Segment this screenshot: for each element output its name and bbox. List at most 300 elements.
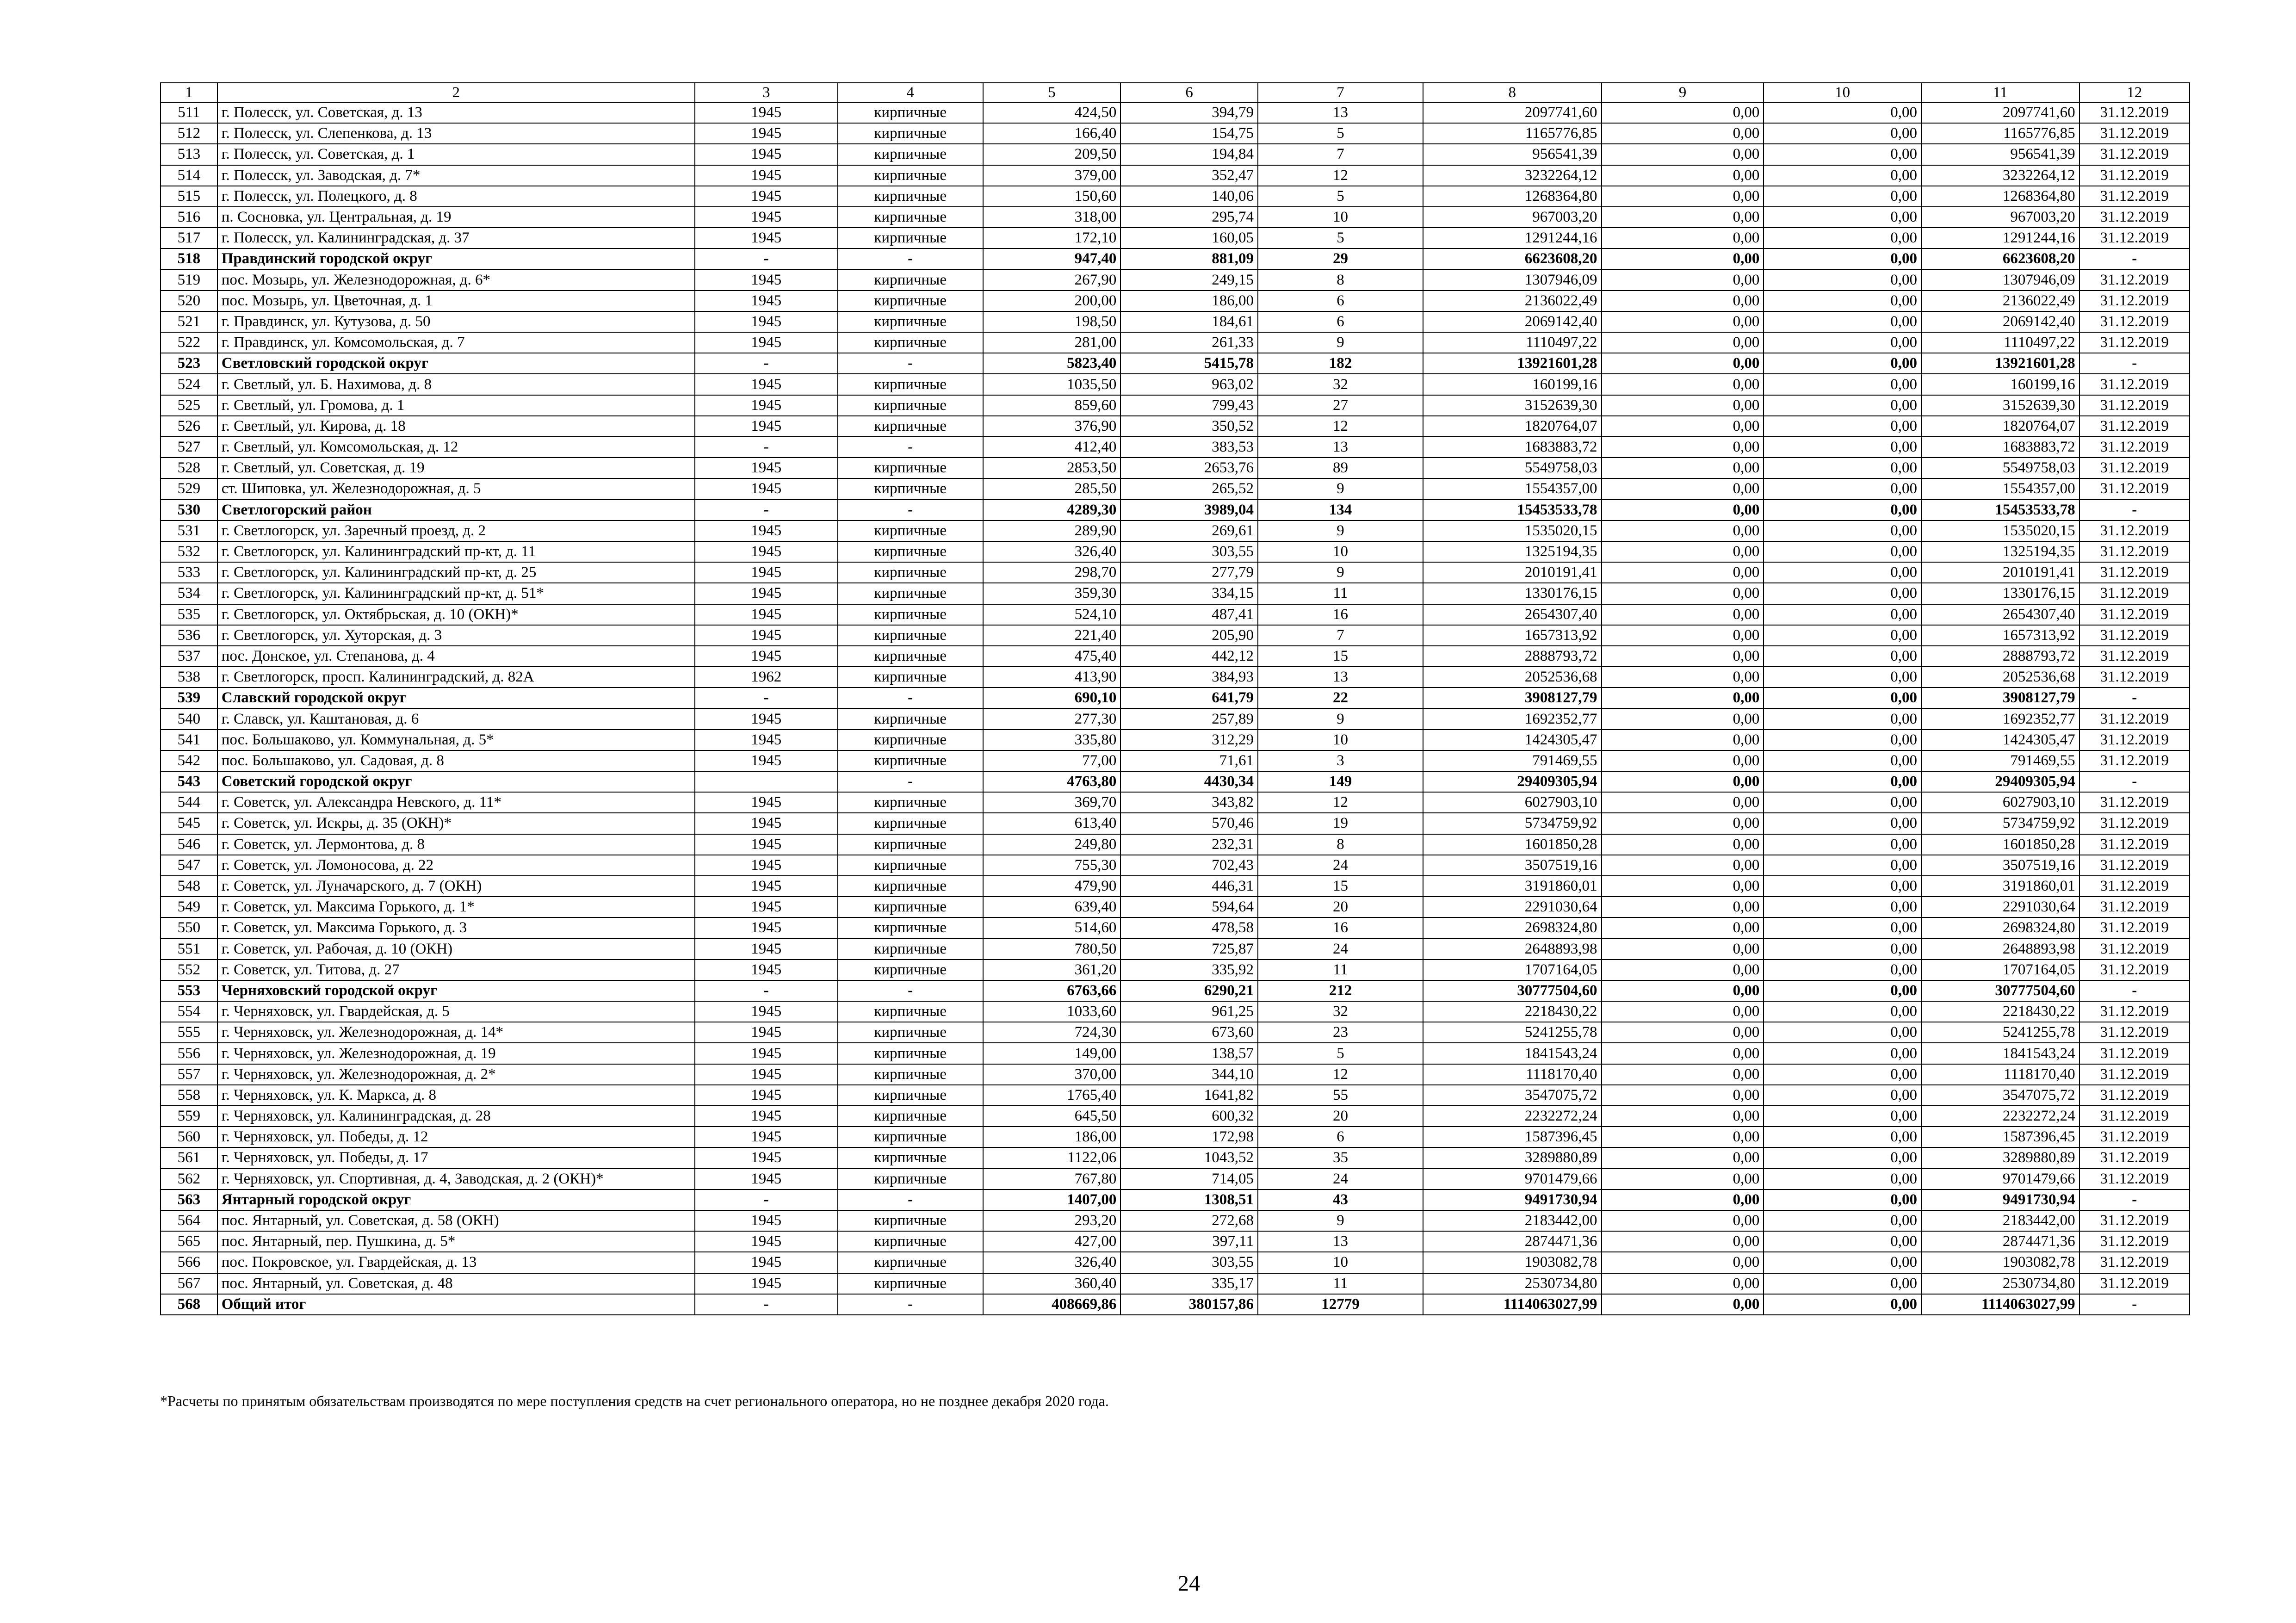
address-cell: г. Светлый, ул. Кирова, д. 18 [217, 416, 695, 437]
total-area-cell: 172,10 [983, 228, 1121, 248]
cost-total-cell: 1325194,35 [1423, 541, 1602, 562]
wall-material-cell: кирпичные [838, 960, 983, 980]
row-number-cell: 513 [161, 144, 217, 165]
cost-other-cell: 0,00 [1764, 667, 1921, 688]
cost-other-cell: 0,00 [1764, 876, 1921, 897]
table-row [161, 478, 2190, 499]
cost-sum-cell: 967003,20 [1921, 207, 2079, 228]
table-row [161, 291, 2190, 311]
row-number-cell: 517 [161, 228, 217, 248]
row-number-cell: 567 [161, 1273, 217, 1294]
total-area-cell: 221,40 [983, 625, 1121, 646]
total-area-cell: 4763,80 [983, 771, 1121, 792]
cost-other-cell: 0,00 [1764, 437, 1921, 458]
cost-fund-cell: 0,00 [1602, 583, 1764, 604]
completion-date-cell: - [2079, 500, 2190, 520]
cost-other-cell: 0,00 [1764, 1231, 1921, 1252]
row-number-cell: 514 [161, 165, 217, 186]
cost-fund-cell: 0,00 [1602, 750, 1764, 771]
total-area-cell: 408669,86 [983, 1294, 1121, 1315]
wall-material-cell: - [838, 771, 983, 792]
completion-date-cell: 31.12.2019 [2079, 311, 2190, 332]
completion-date-cell: 31.12.2019 [2079, 1127, 2190, 1147]
residents-cell: 32 [1258, 374, 1423, 395]
cost-other-cell: 0,00 [1764, 102, 1921, 123]
subtotal-row [161, 1189, 2190, 1210]
cost-other-cell: 0,00 [1764, 897, 1921, 917]
table-row [161, 228, 2190, 248]
total-area-cell: 293,20 [983, 1210, 1121, 1231]
cost-total-cell: 3232264,12 [1423, 165, 1602, 186]
cost-other-cell: 0,00 [1764, 207, 1921, 228]
wall-material-cell: кирпичные [838, 478, 983, 499]
living-area-cell: 312,29 [1120, 730, 1258, 750]
total-area-cell: 767,80 [983, 1169, 1121, 1189]
wall-material-cell: кирпичные [838, 123, 983, 144]
cost-total-cell: 2218430,22 [1423, 1001, 1602, 1022]
living-area-cell: 963,02 [1120, 374, 1258, 395]
table-row [161, 562, 2190, 583]
living-area-cell: 394,79 [1120, 102, 1258, 123]
wall-material-cell: кирпичные [838, 1231, 983, 1252]
table-row [161, 792, 2190, 813]
cost-other-cell: 0,00 [1764, 1064, 1921, 1085]
address-cell: г. Светлый, ул. Комсомольская, д. 12 [217, 437, 695, 458]
cost-total-cell: 3191860,01 [1423, 876, 1602, 897]
cost-sum-cell: 9491730,94 [1921, 1189, 2079, 1210]
residents-cell: 12 [1258, 792, 1423, 813]
wall-material-cell: кирпичные [838, 583, 983, 604]
wall-material-cell: - [838, 688, 983, 708]
cost-total-cell: 2291030,64 [1423, 897, 1602, 917]
total-area-cell: 2853,50 [983, 458, 1121, 478]
residents-cell: 6 [1258, 311, 1423, 332]
row-number-cell: 563 [161, 1189, 217, 1210]
completion-date-cell: 31.12.2019 [2079, 1231, 2190, 1252]
cost-sum-cell: 1587396,45 [1921, 1127, 2079, 1147]
build-year-cell: 1945 [695, 562, 838, 583]
residents-cell: 13 [1258, 437, 1423, 458]
build-year-cell: 1945 [695, 646, 838, 667]
residents-cell: 134 [1258, 500, 1423, 520]
address-cell: пос. Янтарный, пер. Пушкина, д. 5* [217, 1231, 695, 1252]
living-area-cell: 799,43 [1120, 395, 1258, 416]
completion-date-cell: 31.12.2019 [2079, 813, 2190, 834]
build-year-cell: - [695, 437, 838, 458]
completion-date-cell: 31.12.2019 [2079, 1147, 2190, 1168]
header-cell: 5 [983, 83, 1121, 102]
cost-fund-cell: 0,00 [1602, 1210, 1764, 1231]
table-body [161, 83, 2190, 1315]
cost-other-cell: 0,00 [1764, 478, 1921, 499]
build-year-cell: 1945 [695, 228, 838, 248]
build-year-cell: 1945 [695, 270, 838, 291]
page-number: 24 [1178, 1571, 1200, 1596]
address-cell: г. Советск, ул. Искры, д. 35 (ОКН)* [217, 813, 695, 834]
cost-other-cell: 0,00 [1764, 311, 1921, 332]
cost-other-cell: 0,00 [1764, 939, 1921, 960]
residents-cell: 22 [1258, 688, 1423, 708]
build-year-cell: 1945 [695, 1043, 838, 1064]
address-cell: г. Светлый, ул. Б. Нахимова, д. 8 [217, 374, 695, 395]
cost-sum-cell: 1707164,05 [1921, 960, 2079, 980]
cost-fund-cell: 0,00 [1602, 228, 1764, 248]
cost-total-cell: 2698324,80 [1423, 917, 1602, 938]
residents-cell: 24 [1258, 855, 1423, 876]
row-number-cell: 520 [161, 291, 217, 311]
header-cell: 1 [161, 83, 217, 102]
cost-fund-cell: 0,00 [1602, 562, 1764, 583]
cost-total-cell: 30777504,60 [1423, 980, 1602, 1001]
completion-date-cell: - [2079, 688, 2190, 708]
build-year-cell: 1945 [695, 207, 838, 228]
cost-sum-cell: 3152639,30 [1921, 395, 2079, 416]
living-area-cell: 257,89 [1120, 708, 1258, 729]
row-number-cell: 554 [161, 1001, 217, 1022]
row-number-cell: 562 [161, 1169, 217, 1189]
cost-total-cell: 2183442,00 [1423, 1210, 1602, 1231]
row-number-cell: 539 [161, 688, 217, 708]
header-cell: 10 [1764, 83, 1921, 102]
address-cell: г. Светлогорск, ул. Октябрьская, д. 10 (ОКН)* [217, 604, 695, 625]
cost-other-cell: 0,00 [1764, 165, 1921, 186]
row-number-cell: 544 [161, 792, 217, 813]
address-cell: г. Советск, ул. Рабочая, д. 10 (ОКН) [217, 939, 695, 960]
row-number-cell: 546 [161, 834, 217, 855]
completion-date-cell: 31.12.2019 [2079, 1210, 2190, 1231]
build-year-cell: 1945 [695, 123, 838, 144]
cost-fund-cell: 0,00 [1602, 437, 1764, 458]
cost-fund-cell: 0,00 [1602, 897, 1764, 917]
completion-date-cell: 31.12.2019 [2079, 939, 2190, 960]
wall-material-cell: кирпичные [838, 1106, 983, 1127]
table-row [161, 416, 2190, 437]
address-cell: г. Советск, ул. Титова, д. 27 [217, 960, 695, 980]
living-area-cell: 184,61 [1120, 311, 1258, 332]
address-cell: г. Светлогорск, просп. Калининградский, д. 82А [217, 667, 695, 688]
build-year-cell: 1945 [695, 1210, 838, 1231]
cost-fund-cell: 0,00 [1602, 144, 1764, 165]
build-year-cell: 1945 [695, 604, 838, 625]
address-cell: г. Черняховск, ул. Железнодорожная, д. 14* [217, 1022, 695, 1043]
row-number-cell: 538 [161, 667, 217, 688]
wall-material-cell: кирпичные [838, 730, 983, 750]
subtotal-row [161, 980, 2190, 1001]
cost-total-cell: 1330176,15 [1423, 583, 1602, 604]
address-cell: г. Черняховск, ул. Победы, д. 12 [217, 1127, 695, 1147]
cost-other-cell: 0,00 [1764, 917, 1921, 938]
wall-material-cell: кирпичные [838, 1064, 983, 1085]
living-area-cell: 2653,76 [1120, 458, 1258, 478]
address-cell: г. Черняховск, ул. Спортивная, д. 4, Заводская, д. 2 (ОКН)* [217, 1169, 695, 1189]
address-cell: г. Черняховск, ул. К. Маркса, д. 8 [217, 1085, 695, 1106]
address-cell: Светловский городской округ [217, 353, 695, 374]
row-number-cell: 534 [161, 583, 217, 604]
cost-sum-cell: 2698324,80 [1921, 917, 2079, 938]
build-year-cell: - [695, 980, 838, 1001]
cost-total-cell: 1268364,80 [1423, 186, 1602, 207]
completion-date-cell: 31.12.2019 [2079, 458, 2190, 478]
cost-sum-cell: 2232272,24 [1921, 1106, 2079, 1127]
table-row [161, 374, 2190, 395]
address-cell: г. Советск, ул. Ломоносова, д. 22 [217, 855, 695, 876]
subtotal-row [161, 771, 2190, 792]
cost-sum-cell: 1820764,07 [1921, 416, 2079, 437]
cost-total-cell: 3908127,79 [1423, 688, 1602, 708]
total-area-cell: 413,90 [983, 667, 1121, 688]
completion-date-cell: 31.12.2019 [2079, 374, 2190, 395]
build-year-cell: - [695, 353, 838, 374]
cost-fund-cell: 0,00 [1602, 708, 1764, 729]
residents-cell: 6 [1258, 1127, 1423, 1147]
wall-material-cell: кирпичные [838, 1022, 983, 1043]
address-cell: г. Правдинск, ул. Комсомольская, д. 7 [217, 332, 695, 353]
cost-total-cell: 1601850,28 [1423, 834, 1602, 855]
build-year-cell: 1945 [695, 792, 838, 813]
total-area-cell: 412,40 [983, 437, 1121, 458]
living-area-cell: 446,31 [1120, 876, 1258, 897]
build-year-cell: 1962 [695, 667, 838, 688]
cost-total-cell: 2654307,40 [1423, 604, 1602, 625]
address-cell: Янтарный городской округ [217, 1189, 695, 1210]
wall-material-cell: кирпичные [838, 291, 983, 311]
cost-sum-cell: 1114063027,99 [1921, 1294, 2079, 1315]
address-cell: г. Советск, ул. Максима Горького, д. 3 [217, 917, 695, 938]
cost-sum-cell: 1110497,22 [1921, 332, 2079, 353]
build-year-cell: - [695, 1189, 838, 1210]
cost-fund-cell: 0,00 [1602, 771, 1764, 792]
cost-other-cell: 0,00 [1764, 186, 1921, 207]
cost-sum-cell: 1118170,40 [1921, 1064, 2079, 1085]
address-cell: пос. Янтарный, ул. Советская, д. 58 (ОКН) [217, 1210, 695, 1231]
living-area-cell: 232,31 [1120, 834, 1258, 855]
total-area-cell: 198,50 [983, 311, 1121, 332]
cost-sum-cell: 1683883,72 [1921, 437, 2079, 458]
living-area-cell: 303,55 [1120, 1252, 1258, 1273]
cost-total-cell: 1291244,16 [1423, 228, 1602, 248]
address-cell: пос. Донское, ул. Степанова, д. 4 [217, 646, 695, 667]
build-year-cell: 1945 [695, 1231, 838, 1252]
completion-date-cell: 31.12.2019 [2079, 730, 2190, 750]
wall-material-cell: кирпичные [838, 165, 983, 186]
wall-material-cell: кирпичные [838, 646, 983, 667]
row-number-cell: 542 [161, 750, 217, 771]
build-year-cell: 1945 [695, 458, 838, 478]
build-year-cell: 1945 [695, 939, 838, 960]
table-row [161, 604, 2190, 625]
table-row [161, 1147, 2190, 1168]
living-area-cell: 352,47 [1120, 165, 1258, 186]
cost-other-cell: 0,00 [1764, 520, 1921, 541]
address-cell: пос. Мозырь, ул. Железнодорожная, д. 6* [217, 270, 695, 291]
living-area-cell: 265,52 [1120, 478, 1258, 499]
row-number-cell: 512 [161, 123, 217, 144]
table-row [161, 458, 2190, 478]
cost-sum-cell: 791469,55 [1921, 750, 2079, 771]
cost-sum-cell: 15453533,78 [1921, 500, 2079, 520]
cost-fund-cell: 0,00 [1602, 395, 1764, 416]
build-year-cell: 1945 [695, 144, 838, 165]
living-area-cell: 140,06 [1120, 186, 1258, 207]
address-cell: г. Советск, ул. Александра Невского, д. 11* [217, 792, 695, 813]
build-year-cell: - [695, 500, 838, 520]
total-area-cell: 1407,00 [983, 1189, 1121, 1210]
cost-sum-cell: 956541,39 [1921, 144, 2079, 165]
residents-cell: 9 [1258, 332, 1423, 353]
cost-fund-cell: 0,00 [1602, 1001, 1764, 1022]
address-cell: г. Светлый, ул. Громова, д. 1 [217, 395, 695, 416]
cost-sum-cell: 2183442,00 [1921, 1210, 2079, 1231]
living-area-cell: 249,15 [1120, 270, 1258, 291]
completion-date-cell: 31.12.2019 [2079, 207, 2190, 228]
cost-other-cell: 0,00 [1764, 1169, 1921, 1189]
living-area-cell: 714,05 [1120, 1169, 1258, 1189]
cost-other-cell: 0,00 [1764, 646, 1921, 667]
cost-total-cell: 2052536,68 [1423, 667, 1602, 688]
row-number-cell: 553 [161, 980, 217, 1001]
living-area-cell: 380157,86 [1120, 1294, 1258, 1315]
wall-material-cell: кирпичные [838, 416, 983, 437]
cost-sum-cell: 2069142,40 [1921, 311, 2079, 332]
wall-material-cell: кирпичные [838, 332, 983, 353]
wall-material-cell: кирпичные [838, 1169, 983, 1189]
build-year-cell: 1945 [695, 520, 838, 541]
cost-total-cell: 1307946,09 [1423, 270, 1602, 291]
wall-material-cell: кирпичные [838, 604, 983, 625]
build-year-cell: 1945 [695, 374, 838, 395]
wall-material-cell: кирпичные [838, 207, 983, 228]
residents-cell: 10 [1258, 207, 1423, 228]
total-area-cell: 1035,50 [983, 374, 1121, 395]
total-area-cell: 639,40 [983, 897, 1121, 917]
cost-total-cell: 9491730,94 [1423, 1189, 1602, 1210]
cost-total-cell: 2648893,98 [1423, 939, 1602, 960]
cost-sum-cell: 2530734,80 [1921, 1273, 2079, 1294]
wall-material-cell: кирпичные [838, 1001, 983, 1022]
row-number-cell: 540 [161, 708, 217, 729]
table-row [161, 750, 2190, 771]
row-number-cell: 525 [161, 395, 217, 416]
living-area-cell: 4430,34 [1120, 771, 1258, 792]
living-area-cell: 194,84 [1120, 144, 1258, 165]
completion-date-cell: 31.12.2019 [2079, 186, 2190, 207]
cost-fund-cell: 0,00 [1602, 374, 1764, 395]
cost-total-cell: 3152639,30 [1423, 395, 1602, 416]
completion-date-cell: 31.12.2019 [2079, 291, 2190, 311]
row-number-cell: 558 [161, 1085, 217, 1106]
row-number-cell: 529 [161, 478, 217, 499]
completion-date-cell: 31.12.2019 [2079, 102, 2190, 123]
completion-date-cell: 31.12.2019 [2079, 1252, 2190, 1273]
address-cell: г. Светлогорск, ул. Хуторская, д. 3 [217, 625, 695, 646]
living-area-cell: 344,10 [1120, 1064, 1258, 1085]
living-area-cell: 961,25 [1120, 1001, 1258, 1022]
cost-fund-cell: 0,00 [1602, 500, 1764, 520]
address-cell: г. Черняховск, ул. Железнодорожная, д. 2* [217, 1064, 695, 1085]
wall-material-cell: - [838, 500, 983, 520]
cost-other-cell: 0,00 [1764, 395, 1921, 416]
cost-fund-cell: 0,00 [1602, 960, 1764, 980]
completion-date-cell: 31.12.2019 [2079, 667, 2190, 688]
wall-material-cell: кирпичные [838, 855, 983, 876]
cost-fund-cell: 0,00 [1602, 165, 1764, 186]
cost-fund-cell: 0,00 [1602, 980, 1764, 1001]
total-area-cell: 755,30 [983, 855, 1121, 876]
cost-other-cell: 0,00 [1764, 960, 1921, 980]
address-cell: г. Советск, ул. Лермонтова, д. 8 [217, 834, 695, 855]
completion-date-cell: 31.12.2019 [2079, 646, 2190, 667]
table-row [161, 834, 2190, 855]
cost-fund-cell: 0,00 [1602, 102, 1764, 123]
cost-other-cell: 0,00 [1764, 980, 1921, 1001]
wall-material-cell: кирпичные [838, 834, 983, 855]
address-cell: г. Черняховск, ул. Победы, д. 17 [217, 1147, 695, 1168]
total-area-cell: 690,10 [983, 688, 1121, 708]
cost-sum-cell: 1268364,80 [1921, 186, 2079, 207]
cost-other-cell: 0,00 [1764, 855, 1921, 876]
wall-material-cell: кирпичные [838, 395, 983, 416]
row-number-cell: 518 [161, 248, 217, 269]
cost-total-cell: 1587396,45 [1423, 1127, 1602, 1147]
cost-sum-cell: 29409305,94 [1921, 771, 2079, 792]
cost-fund-cell: 0,00 [1602, 813, 1764, 834]
total-area-cell: 360,40 [983, 1273, 1121, 1294]
cost-sum-cell: 6623608,20 [1921, 248, 2079, 269]
row-number-cell: 545 [161, 813, 217, 834]
wall-material-cell: кирпичные [838, 876, 983, 897]
header-cell: 9 [1602, 83, 1764, 102]
cost-fund-cell: 0,00 [1602, 1252, 1764, 1273]
cost-sum-cell: 3547075,72 [1921, 1085, 2079, 1106]
cost-other-cell: 0,00 [1764, 1252, 1921, 1273]
row-number-cell: 561 [161, 1147, 217, 1168]
cost-other-cell: 0,00 [1764, 416, 1921, 437]
cost-total-cell: 1820764,07 [1423, 416, 1602, 437]
residents-cell: 19 [1258, 813, 1423, 834]
completion-date-cell: 31.12.2019 [2079, 792, 2190, 813]
address-cell: г. Советск, ул. Луначарского, д. 7 (ОКН) [217, 876, 695, 897]
completion-date-cell: 31.12.2019 [2079, 416, 2190, 437]
build-year-cell [695, 771, 838, 792]
build-year-cell: 1945 [695, 960, 838, 980]
cost-other-cell: 0,00 [1764, 1043, 1921, 1064]
cost-fund-cell: 0,00 [1602, 541, 1764, 562]
cost-total-cell: 791469,55 [1423, 750, 1602, 771]
cost-sum-cell: 9701479,66 [1921, 1169, 2079, 1189]
completion-date-cell: 31.12.2019 [2079, 625, 2190, 646]
total-area-cell: 1033,60 [983, 1001, 1121, 1022]
table-row [161, 855, 2190, 876]
living-area-cell: 641,79 [1120, 688, 1258, 708]
cost-sum-cell: 1291244,16 [1921, 228, 2079, 248]
cost-sum-cell: 1535020,15 [1921, 520, 2079, 541]
table-row [161, 332, 2190, 353]
address-cell: г. Правдинск, ул. Кутузова, д. 50 [217, 311, 695, 332]
completion-date-cell: 31.12.2019 [2079, 228, 2190, 248]
cost-total-cell: 1424305,47 [1423, 730, 1602, 750]
cost-total-cell: 5241255,78 [1423, 1022, 1602, 1043]
build-year-cell: 1945 [695, 1147, 838, 1168]
build-year-cell: 1945 [695, 165, 838, 186]
residents-cell: 5 [1258, 228, 1423, 248]
residents-cell: 89 [1258, 458, 1423, 478]
living-area-cell: 600,32 [1120, 1106, 1258, 1127]
residents-cell: 11 [1258, 960, 1423, 980]
cost-total-cell: 967003,20 [1423, 207, 1602, 228]
cost-fund-cell: 0,00 [1602, 416, 1764, 437]
residents-cell: 10 [1258, 1252, 1423, 1273]
row-number-cell: 566 [161, 1252, 217, 1273]
